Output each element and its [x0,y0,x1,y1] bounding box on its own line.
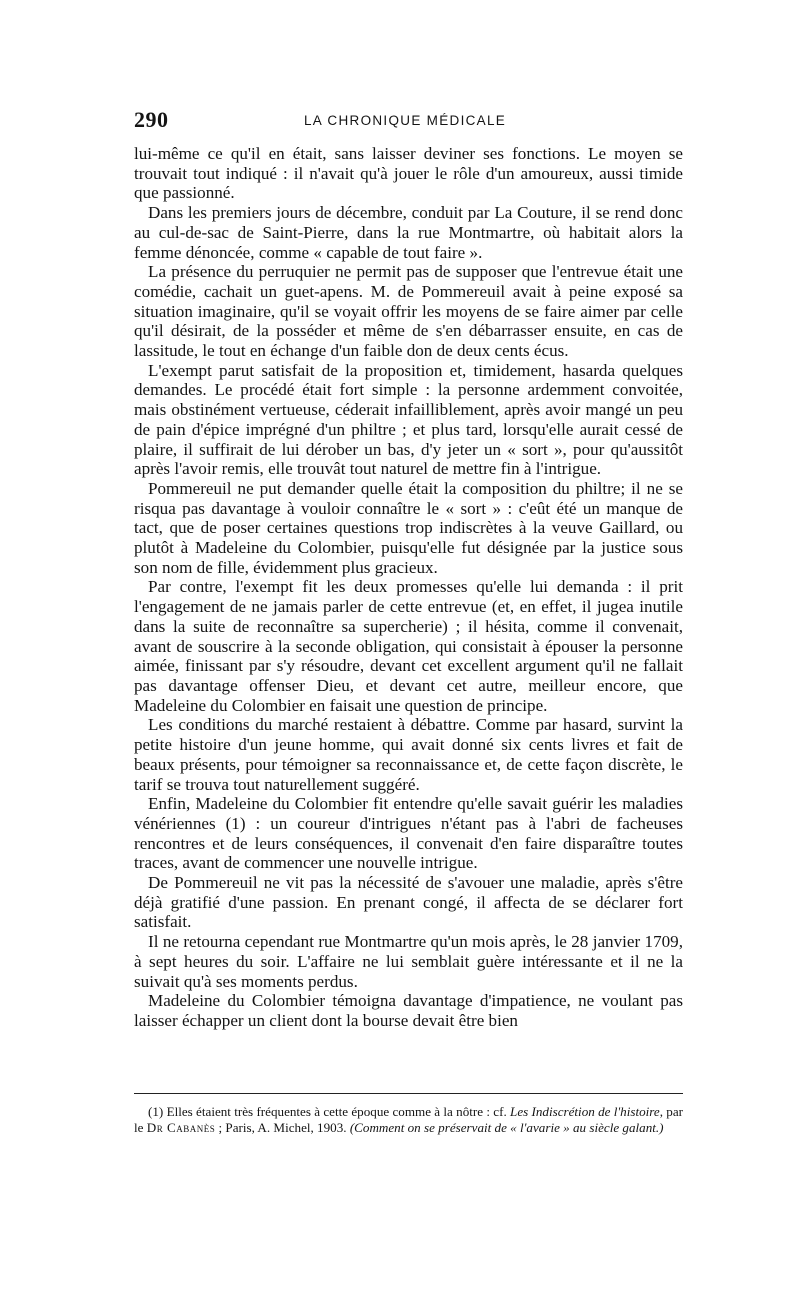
paragraph: Dans les premiers jours de décembre, conduit par La Couture, il se rend donc au cul-de-sac de Saint-Pierre, dans la rue Montmartre, où habitait alors la femme dénoncée, comme « capable de tout faire ». [134,203,683,262]
paragraph: lui-même ce qu'il en était, sans laisser deviner ses fonctions. Le moyen se trouvait tout indiqué : il n'avait qu'à jouer le rôle d'un amoureux, aussi timide que passionné. [134,144,683,203]
footnote-text: Elles étaient très fréquentes à cette époque comme à la nôtre : cf. [166,1104,507,1119]
footnote-book-title: Les Indiscrétion de l'histoire [510,1104,660,1119]
footnote-author: Dr Cabanès [146,1120,216,1135]
paragraph: Par contre, l'exempt fit les deux promesses qu'elle lui demanda : il prit l'engagement de ne jamais parler de cette entrevue (et, en effet, il jugea inutile dans la suite de reconnaître sa supercherie) ; il hésita, comme il convenait, avant de souscrire à la seconde obligation, qui consistait à épouser la personne aimée, finissant par s'y résoudre, devant cet excellent argument qu'il ne fallait pas davantage offenser Dieu, et devant cet autre, meilleur encore, que Madeleine du Colombier en faisait une question de principe. [134,577,683,715]
paragraph: La présence du perruquier ne permit pas de supposer que l'entrevue était une comédie, cachait un guet-apens. M. de Pommereuil avait à peine exposé sa situation imaginaire, qu'il se voyait offrir les moyens de se faire aimer par celle qu'il désirait, de la posséder et même de s'en débarrasser ensuite, en cas de lassitude, le tout en échange d'un faible don de deux cents écus. [134,262,683,361]
body-text [134,144,683,1031]
paragraph: L'exempt parut satisfait de la proposition et, timidement, hasarda quelques demandes. Le procédé était fort simple : la personne ardemment convoitée, mais obstinément vertueuse, céderait infailliblement, après avoir mangé un peu de pain d'épice imprégné d'un philtre ; et plus tard, lorsqu'elle aurait cessé de plaire, il suffirait de lui dérober un bas, d'y jeter un « sort », pour qu'aussitôt après l'avoir remis, elle trouvât tout naturel de mettre fin à l'intrigue. [134,360,683,479]
running-title: LA CHRONIQUE MÉDICALE [304,113,507,128]
paragraph: Les conditions du marché restaient à débattre. Comme par hasard, survint la petite histoire d'un jeune homme, qui avait donné six cents livres et fait de beaux présents, pour témoigner sa reconnaissance et, de cette façon discrète, le tarif se trouva tout naturellement suggéré. [134,715,683,794]
page-header [134,107,683,139]
footnote-text: ; Paris, A. Michel, 1903. [218,1120,347,1135]
footnote-marker: (1) [148,1104,164,1119]
paragraph: Pommereuil ne put demander quelle était la composition du philtre; il ne se risqua pas davantage à vouloir connaître le « sort » : c'eût été un manque de tact, que de poser certaines questions trop indiscrètes à la veuve Gaillard, ou plutôt à Madeleine du Colombier, puisqu'elle fut désignée par la justice sous son nom de fille, évidemment plus gracieux. [134,478,683,577]
paragraph: Madeleine du Colombier témoigna davantage d'impatience, ne voulant pas laisser échapper un client dont la bourse devait être bien [134,991,683,1030]
footnote-italic-note: (Comment on se préservait de « l'avarie » au siècle galant.) [349,1120,664,1135]
page-number: 290 [134,107,169,132]
paragraph: De Pommereuil ne vit pas la nécessité de s'avouer une maladie, après s'être déjà gratifié d'une passion. En prenant congé, il affecta de se déclarer fort satisfait. [134,873,683,932]
footnote [134,1104,683,1136]
footnote-text: , par le [134,1104,683,1135]
footnote-divider [134,1093,683,1094]
paragraph: Enfin, Madeleine du Colombier fit entendre qu'elle savait guérir les maladies vénériennes (1) : un coureur d'intrigues n'étant pas à l'abri de facheuses rencontres et de leurs conséquences, il convenait d'en faire disparaître toutes traces, avant de commencer une nouvelle intrigue. [134,794,683,873]
paragraph: Il ne retourna cependant rue Montmartre qu'un mois après, le 28 janvier 1709, à sept heures du soir. L'affaire ne lui semblait guère intéressante et il ne la suivait qu'à ses moments perdus. [134,932,683,991]
